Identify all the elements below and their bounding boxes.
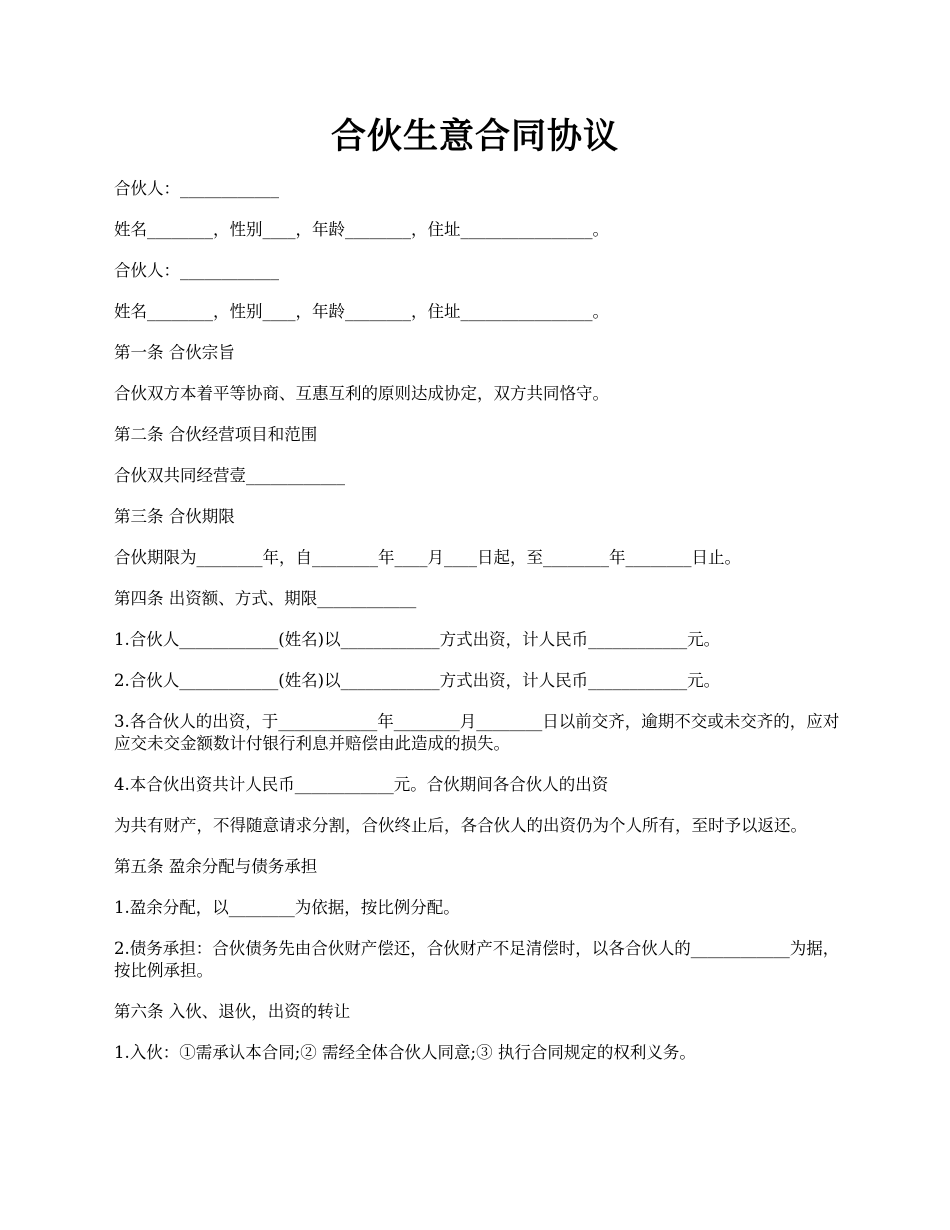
partner-2-label: 合伙人：____________ (114, 261, 279, 280)
partner-1-details: 姓名________，性别____，年龄________，住址________________。 (114, 220, 609, 239)
article-5-item-2: 2.债务承担：合伙债务先由合伙财产偿还，合伙财产不足清偿时，以各合伙人的____________为据，按比例承担。 (114, 939, 840, 980)
article-3-text: 合伙期限为________年，自________年____月____日起，至________年________日止。 (114, 548, 741, 567)
article-4-heading: 第四条 出资额、方式、期限____________ (114, 589, 417, 608)
article-5-item-1: 1.盈余分配，以________为依据，按比例分配。 (114, 898, 460, 917)
partner-1-label: 合伙人：____________ (114, 179, 279, 198)
article-6-item-1: 1.入伙：①需承认本合同;② 需经全体合伙人同意;③ 执行合同规定的权利义务。 (114, 1043, 696, 1062)
article-1-heading: 第一条 合伙宗旨 (114, 343, 235, 362)
article-4-item-2: 2.合伙人____________(姓名)以____________方式出资，计人民币____________元。 (114, 671, 721, 690)
article-2-text: 合伙双共同经营壹____________ (114, 466, 345, 485)
article-4-item-3: 3.各合伙人的出资，于____________年________月________日以前交齐，逾期不交或未交齐的，应对应交未交金额数计付银行利息并赔偿由此造成的损失。 (114, 712, 840, 753)
article-3-heading: 第三条 合伙期限 (114, 507, 235, 526)
article-5-heading: 第五条 盈余分配与债务承担 (114, 857, 318, 876)
article-1-text: 合伙双方本着平等协商、互惠互利的原则达成协定，双方共同恪守。 (114, 384, 609, 403)
partner-2-details: 姓名________，性别____，年龄________，住址________________。 (114, 302, 609, 321)
document-body (114, 178, 844, 1083)
article-4-item-4: 4.本合伙出资共计人民币____________元。合伙期间各合伙人的出资 (114, 775, 609, 794)
article-4-item-1: 1.合伙人____________(姓名)以____________方式出资，计人民币____________元。 (114, 630, 721, 649)
document-title: 合伙生意合同协议 (330, 116, 619, 157)
article-6-heading: 第六条 入伙、退伙，出资的转让 (114, 1002, 351, 1021)
article-2-heading: 第二条 合伙经营项目和范围 (114, 425, 318, 444)
article-4-item-4-cont: 为共有财产，不得随意请求分割，合伙终止后，各合伙人的出资仍为个人所有，至时予以返还。 (114, 816, 807, 835)
